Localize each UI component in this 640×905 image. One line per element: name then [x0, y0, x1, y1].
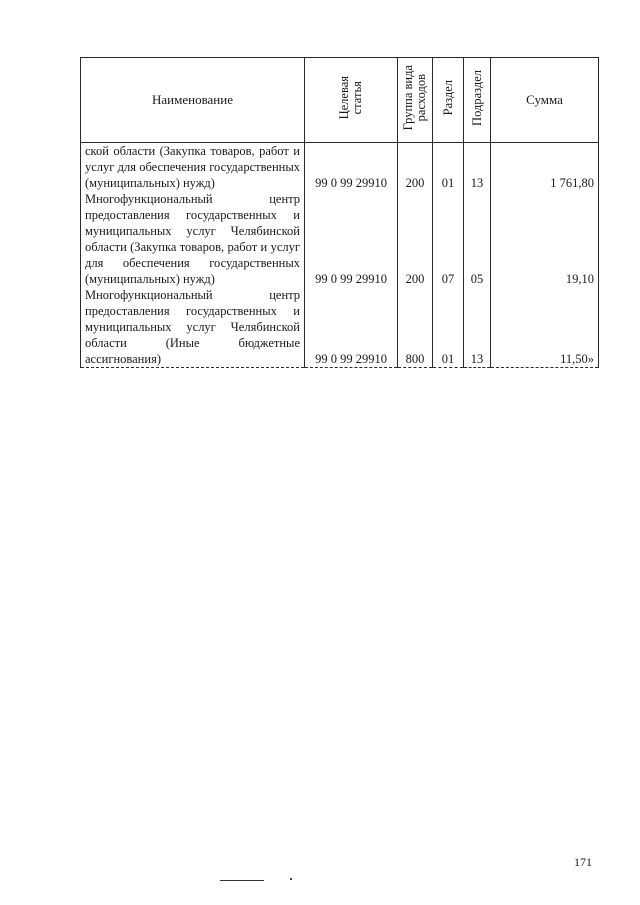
- table-row: [81, 191, 599, 287]
- header-sum: [491, 58, 599, 143]
- page-number: 171: [574, 855, 592, 869]
- row-group: 200: [398, 191, 433, 287]
- header-name-label: Наименование: [152, 92, 233, 107]
- header-section-label: Раздел: [440, 80, 455, 116]
- row-section: 07: [433, 191, 464, 287]
- header-section: [433, 58, 464, 143]
- footer-rule: [220, 880, 264, 881]
- table-header-row: [81, 58, 599, 143]
- header-subsection-label: Подраздел: [469, 70, 484, 126]
- table-row: [81, 143, 599, 192]
- row-section: 01: [433, 143, 464, 192]
- header-sum-label: Сумма: [526, 92, 563, 107]
- row-name: Многофункциональный центр предоставления государственных и муниципальных услуг Челябинской области (Закупка товаров, работ и услуг для обеспечения государственных (муниципальных) нужд): [81, 191, 305, 287]
- header-target: [305, 58, 398, 143]
- table-row: [81, 287, 599, 368]
- row-subsection: 13: [464, 143, 491, 192]
- row-target: 99 0 99 29910: [305, 143, 398, 192]
- header-target-label: Целевая статья: [337, 76, 364, 120]
- row-name: Многофункциональный центр предоставления государственных и муниципальных услуг Челябинской области (Иные бюджетные ассигнования): [81, 287, 305, 368]
- header-name: [81, 58, 305, 143]
- header-subsection: [464, 58, 491, 143]
- row-sum: 19,10: [491, 191, 599, 287]
- row-sum: 11,50»: [491, 287, 599, 368]
- budget-table: [80, 57, 599, 368]
- row-sum: 1 761,80: [491, 143, 599, 192]
- row-name: ской области (Закупка товаров, работ и услуг для обеспечения государственных (муниципальных) нужд): [81, 143, 305, 192]
- footer-mark: [290, 878, 292, 880]
- row-group: 800: [398, 287, 433, 368]
- header-group: [398, 58, 433, 143]
- row-subsection: 05: [464, 191, 491, 287]
- row-group: 200: [398, 143, 433, 192]
- row-target: 99 0 99 29910: [305, 191, 398, 287]
- row-subsection: 13: [464, 287, 491, 368]
- header-group-label: Группа вида расходов: [401, 65, 428, 131]
- row-target: 99 0 99 29910: [305, 287, 398, 368]
- row-section: 01: [433, 287, 464, 368]
